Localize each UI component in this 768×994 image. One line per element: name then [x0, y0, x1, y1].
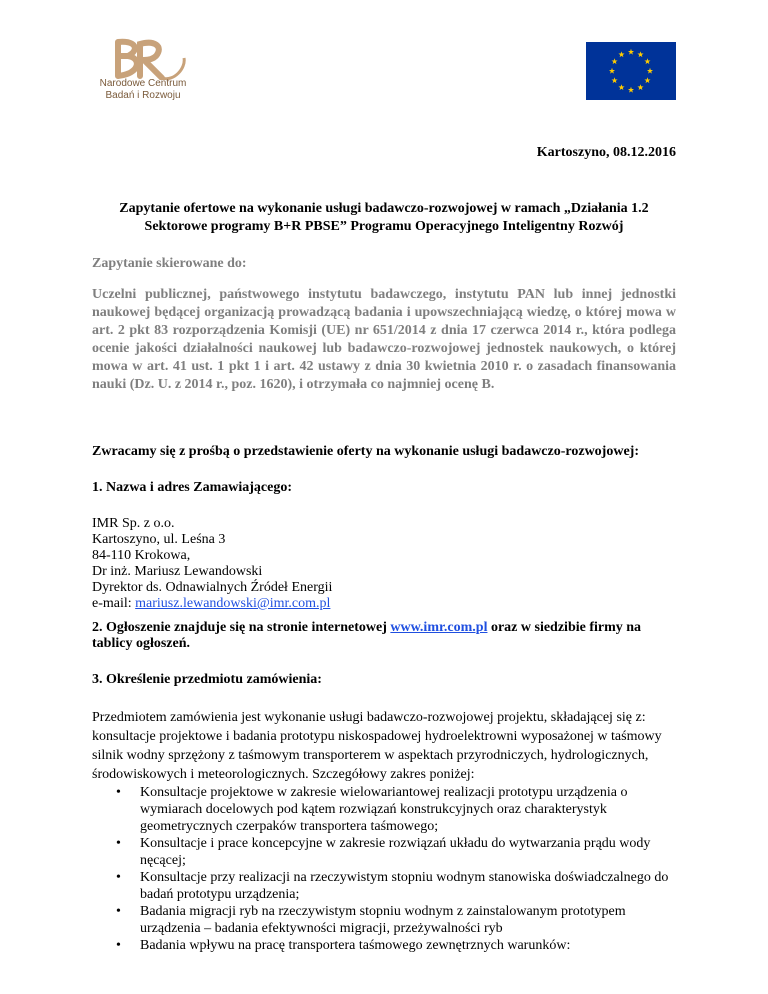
logo-text-line2: Badań i Rozwoju: [105, 90, 181, 101]
address-line: IMR Sp. z o.o.: [92, 516, 175, 531]
address-line: Kartoszyno, ul. Leśna 3: [92, 532, 226, 547]
request-line: Zwracamy się z prośbą o przedstawienie oferty na wykonanie usługi badawczo-rozwojowej:: [92, 444, 639, 459]
bullet-icon: •: [116, 938, 121, 953]
list-item: [92, 937, 676, 954]
date-line: Kartoszyno, 08.12.2016: [536, 145, 676, 160]
email-link[interactable]: mariusz.lewandowski@imr.com.pl: [135, 596, 331, 611]
section3-text: Przedmiotem zamówienia jest wykonanie usługi badawczo-rozwojowej projektu, składającej się z: konsultacje projektowe i badania prototypu niskospadowej hydroelektrowni wyposażonej w taśmowy silnik wodny sprzężony z taśmowym transporterem w aspektach przyrodniczych, hydrologicznych, środowiskowych i meteorologicznych. Szczegółowy zakres poniżej:: [92, 710, 662, 782]
address-line: Dyrektor ds. Odnawialnych Źródeł Energii: [92, 580, 333, 595]
email-label: e-mail:: [92, 596, 136, 611]
list-item: [92, 869, 676, 903]
section2-text-after: oraz w siedzibie firmy na tablicy ogłoszeń.: [92, 620, 642, 651]
list-item: [92, 903, 676, 937]
website-link[interactable]: www.imr.com.pl: [390, 620, 488, 635]
list-item-text: Badania wpływu na pracę transportera taśmowego zewnętrznych warunków:: [140, 938, 571, 953]
section1-heading: 1. Nazwa i adres Zamawiającego:: [92, 480, 292, 495]
addressed-to-text: Uczelni publicznej, państwowego instytutu badawczego, instytutu PAN lub innej jednostki naukowej będącej organizacją prowadzącą badania i upowszechniającą wiedzę, o której mowa w art. 2 pkt 83 rozporządzenia Komisji (UE) nr 651/2014 z dnia 17 czerwca 2014 r., która podlega ocenie jakości działalności naukowej lub badawczo-rozwojowej jednostek naukowych, o której mowa w art. 41 ust. 1 pkt 1 i art. 42 ustawy z dnia 30 kwietnia 2010 r. o zasadach finansowania nauki (Dz. U. z 2014 r., poz. 1620), i otrzymała co najmniej ocenę B.: [92, 287, 676, 392]
section1-address: [92, 516, 676, 612]
ncbr-logo: [88, 38, 208, 108]
ncbr-logo-icon: [88, 38, 198, 80]
bullet-icon: •: [116, 836, 121, 851]
list-item: [92, 835, 676, 869]
list-item: [92, 784, 676, 835]
section2-text-before: 2. Ogłoszenie znajduje się na stronie internetowej: [92, 620, 391, 635]
list-item-text: Konsultacje projektowe w zakresie wielowariantowej realizacji prototypu urządzenia o wymiarach docelowych pod kątem rozwiązań konstrukcyjnych oraz charakterystyk geometrycznych czerpaków transportera taśmowego;: [140, 785, 628, 834]
logo-text-line1: Narodowe Centrum: [99, 78, 187, 89]
email-line: [92, 596, 676, 612]
bullet-icon: •: [116, 870, 121, 885]
addressed-to-label: Zapytanie skierowane do:: [92, 256, 247, 271]
scope-list: [92, 784, 676, 954]
list-item-text: Konsultacje i prace koncepcyjne w zakresie rozwiązań układu do wytwarzania prądu wody nęcącej;: [140, 836, 651, 868]
eu-flag-icon: [586, 42, 676, 100]
list-item-text: Badania migracji ryb na rzeczywistym stopniu wodnym z zainstalowanym prototypem urządzenia – badania efektywności migracji, przeżywalności ryb: [140, 904, 626, 936]
bullet-icon: •: [116, 785, 121, 800]
address-line: Dr inż. Mariusz Lewandowski: [92, 564, 263, 579]
bullet-icon: •: [116, 904, 121, 919]
list-item-text: Konsultacje przy realizacji na rzeczywistym stopniu wodnym stanowiska doświadczalnego do badań prototypu urządzenia;: [140, 870, 669, 902]
logo-text: [88, 78, 198, 102]
document-title: Zapytanie ofertowe na wykonanie usługi badawczo-rozwojowej w ramach „Działania 1.2 Sektorowe programy B+R PBSE” Programu Operacyjnego Inteligentny Rozwój: [119, 201, 649, 234]
section3-heading: 3. Określenie przedmiotu zamówienia:: [92, 672, 322, 687]
address-line: 84-110 Krokowa,: [92, 548, 191, 563]
section2-text: [92, 620, 676, 652]
